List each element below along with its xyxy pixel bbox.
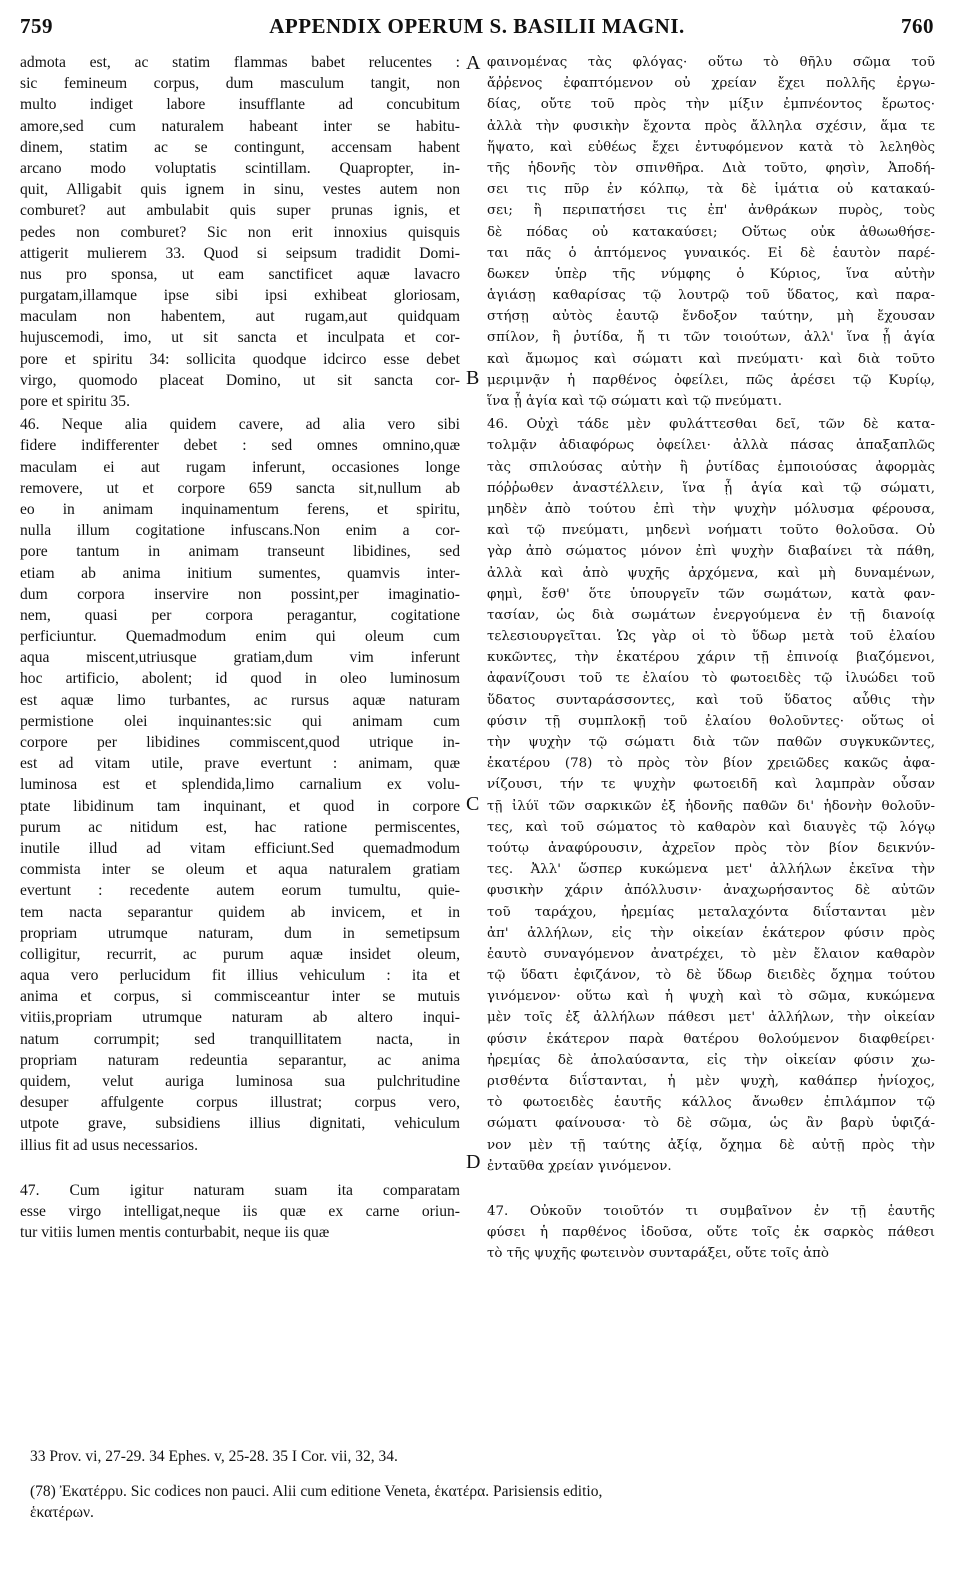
greek-text-line: μεριμνᾷν ἡ παρθένος ὀφείλει, πῶς ἀρέσει τῷ Κυρίῳ,	[487, 372, 935, 388]
latin-text-line: 47. Cum igitur naturam suam ita comparatam	[20, 1181, 460, 1199]
greek-text-line: ται πᾶς ὁ ἁπτόμενος γυναικός. Εἰ δὲ ἑαυτὸν παρέ-	[487, 245, 935, 261]
latin-text-line: purgatam,illamque ipse sibi ipsi exhibeat gloriosam,	[20, 287, 460, 305]
latin-text-line: illius fit ad usus necessarios.	[20, 1136, 199, 1154]
latin-text-line: permistione olei inquinantes:sic qui animam cum	[20, 712, 460, 730]
greek-text-line: φύσιν ἑκάτερον παρὰ θατέρου θολούμενον διαφθείρει·	[487, 1031, 935, 1047]
greek-text-line: κυκῶντες, τὴν ἑκατέρου χάριν τῇ ἐπινοίᾳ βιαζόμενοι,	[487, 650, 935, 666]
greek-text-line: ἵνα ᾖ ἁγία καὶ τῷ σώματι καὶ τῷ πνεύματι.	[487, 394, 782, 409]
latin-text-line: virgo, quomodo placeat Domino, ut sit sancta cor-	[20, 371, 460, 389]
latin-text-line: comburet? aut ambulabit quis super prunas ignis, et	[20, 202, 460, 220]
greek-text-line: τὸ φωτοειδὲς ἑαυτῆς κάλλος ἄνωθεν ἐπιλάμπον τῷ	[487, 1095, 935, 1111]
greek-text-line: τούτῳ ἀναφύρουσιν, ἀχρεῖον πρὸς τὸν βίον δεικνύν-	[487, 840, 935, 856]
greek-text-line: μηδὲν ἀπὸ τούτου ἐπὶ τὴν ψυχὴν μόλυσμα φέρουσα,	[487, 501, 935, 517]
latin-text-line: dinem, statim ac se contingunt, accensam habent	[20, 138, 460, 156]
right-page-number: 760	[901, 14, 934, 38]
footnotes	[30, 1446, 930, 1523]
latin-text-line: colligitur, recurrit, ac purum aquæ insidet oleum,	[20, 945, 460, 963]
latin-text-line: quit, Alligabit quis ignem in sinu, vestes autem non	[20, 181, 460, 199]
latin-text-line: luminosa est et splendida,limo carnalium ex volu-	[20, 776, 460, 794]
latin-text-line: admota est, ac statim flammas babet relucentes :	[20, 54, 460, 71]
greek-text-line: φημὶ, ἔσθ' ὅτε ὑπουργεῖν τῶν σωμάτων, κατὰ φαν-	[487, 586, 935, 602]
latin-text-line: est aquæ limo turbantes, ac rursus aquæ naturam	[20, 691, 460, 709]
latin-text-line: pore et spiritu 35.	[20, 393, 131, 410]
latin-text-line: evertunt : recedente autem eorum tumultu, quie-	[20, 882, 460, 900]
greek-text-line: τὸ τῆς ψυχῆς φωτεινὸν συνταράξει, οὔτε τοῖς ἀπὸ	[487, 1246, 829, 1262]
latin-text-line: desuper affulgente corpus illustrat; corpus vero,	[20, 1094, 460, 1112]
latin-text-line: natum corrumpit; sed tranquillitatem nacta, in	[20, 1030, 460, 1048]
scripture-references: 33 Prov. vi, 27-29. 34 Ephes. v, 25-28. 35 I Cor. vii, 32, 34.	[30, 1448, 398, 1465]
latin-text-line: nem, quasi per corpora peragantur, cogitatione	[20, 606, 460, 624]
greek-text-line: φύσιν τῇ συμπλοκῇ τοῦ ἐλαίου θολοῦντες· οὕτως οἱ	[487, 713, 935, 729]
greek-text-line: καὶ τῷ πνεύματι, μηδενὶ νοήματι τοῦτο θολοῦσα. Οὐ	[487, 523, 935, 539]
greek-text-line: τασίαν, ὡς διὰ σωμάτων ἐνεργούμενα ἐν τῇ διανοίᾳ	[487, 607, 935, 623]
greek-text-line: ὕδατος συνταράσσοντες, καὶ τοῦ ὕδατος αὖθις τὴν	[487, 692, 935, 708]
latin-text-line: etiam ab anima initium sumentes, quamvis inter-	[20, 564, 460, 582]
greek-text-line: ἀλλὰ τὴν φυσικὴν ἔχοντα πρὸς ἄλληλα σχέσιν, ἅμα τε	[487, 118, 935, 134]
greek-text-line: 46. Οὐχὶ τάδε μὲν φυλάττεσθαι δεῖ, τῶν δὲ κατα-	[487, 417, 935, 433]
latin-text-line: nus pro sponsa, ut eam sanctificet aquæ lavacro	[20, 265, 460, 283]
greek-text-line: ἀλλὰ καὶ ἀπὸ ψυχῆς ἀρχόμενα, καὶ μὴ δυναμένων,	[487, 565, 935, 581]
greek-text-line: τοῦ ταράχου, ἠρεμίας μεταλαχόντα διΐστανται μὲν	[487, 904, 935, 920]
latin-text-line: perficiuntur. Quemadmodum enim qui oleum cum	[20, 628, 460, 646]
greek-text-line: φυσικὴν χάριν ἀπόλλυσιν· ἀναχωρήσαντος δὲ αὐτῶν	[487, 883, 935, 899]
greek-text-line: ἑκατέρου (78) τὸ πρὸς τὸν βίον χρειῶδες κακῶς ἀφα-	[487, 756, 935, 772]
margin-letter-d: D	[466, 1151, 481, 1173]
latin-text-line: corpore per libidines commiscent,quod utrique in-	[20, 734, 460, 751]
latin-text-line: hoc artificio, abolent; id quod in oleo luminosum	[20, 670, 460, 688]
greek-text-line: νον μὲν τῇ ταύτης ἀξίᾳ, ὄχημα δὲ αὐτῇ πρὸς τὴν	[487, 1137, 935, 1153]
latin-column	[20, 52, 460, 1243]
greek-text-line: ἑαυτὸ συναγόμενον ἀνατρέχει, τὸ μὲν ἔλαιον καθαρὸν	[487, 946, 935, 962]
greek-text-line: μὲν τοῖς ἐξ ἀλλήλων πάθεσι μετ' ἀλλήλων, τὴν οἰκείαν	[487, 1010, 935, 1026]
latin-text-line: aqua vero perlucidum fit illius vehiculum : ita et	[20, 967, 460, 985]
latin-text-line: amore,sed cum naturalem habeant inter se habitu-	[20, 117, 460, 135]
latin-text-line: esse virgo intelligat,neque iis quæ ex carne oriun-	[20, 1202, 460, 1220]
greek-text-line: ἠρεμίας δὲ ἀπολαύσαντα, εἰς τὴν οἰκείαν φύσιν χω-	[487, 1052, 935, 1068]
latin-text-line: pedes non comburet? Sic non erit innoxius quisquis	[20, 223, 460, 241]
latin-text-line: maculam ei aut rugam inferunt, occasiones longe	[20, 458, 460, 476]
greek-text-line: γινόμενον· οὕτω καὶ ἡ ψυχὴ καὶ τὸ σῶμα, κυκώμενα	[487, 989, 935, 1005]
footnote-78-line-1: (78) Ἐκατέρρυ. Sic codices non pauci. Alii cum editione Veneta, ἑκατέρα. Parisiensis editio,	[30, 1483, 603, 1500]
running-title: APPENDIX OPERUM S. BASILII MAGNI.	[269, 14, 685, 38]
greek-text-line: ἐνταῦθα χρείαν γινόμενον.	[487, 1158, 672, 1174]
greek-text-line: 47. Οὐκοῦν τοιοῦτόν τι συμβαῖνον ἐν τῇ ἑαυτῆς	[487, 1203, 935, 1219]
latin-text-line: removere, ut et corpore 659 sancta sit,nullum ab	[20, 479, 460, 497]
latin-text-line: pore tantum in animam transeunt libidines, sed	[20, 543, 460, 561]
greek-text-line: σπίλον, ἢ ῥυτίδα, ἤ τι τῶν τοιούτων, ἀλλ' ἵνα ᾖ ἁγία	[487, 330, 935, 346]
greek-text-line: τῆς ἡδονῆς τὸν σπινθῆρα. Διὰ τοῦτο, φησὶν, Ἀποδή-	[487, 160, 935, 176]
latin-text-line: maculam non habentem, aut rugam,aut quidquam	[20, 308, 460, 326]
greek-text-line: τες, καὶ τοῦ σώματος τὸ καθαρὸν καὶ διαυγὲς τῷ λόγῳ	[487, 819, 935, 835]
latin-text-line: vitiis,propriam utrumque naturam ab altero inqui-	[20, 1009, 460, 1027]
greek-text-line: δὲ πόδας οὐ κατακαύσει; Οὕτως οὐκ ἀθωωθήσε-	[487, 224, 935, 240]
greek-column	[487, 52, 935, 1265]
greek-text-line: ἀπ' ἀλλήλων, εἰς τὴν οἰκείαν ἑκάτερον φύσιν πρὸς	[487, 925, 935, 941]
greek-text-line: σώματι φαίνουσα· τὸ δὲ σῶμα, ὡς ἂν βαρὺ ὑφιζά-	[487, 1116, 935, 1132]
latin-text-line: utpote grave, subsidiens illius dignitati, vehiculum	[20, 1115, 460, 1133]
greek-text-line: φύσει ἡ παρθένος ἰδοῦσα, οὔτε τοῖς ἐκ σαρκὸς πάθεσι	[487, 1225, 935, 1241]
latin-text-line: tur vitiis lumen mentis conturbabit, neque iis quæ	[20, 1224, 330, 1242]
greek-text-line: στήσῃ αὐτὸς ἑαυτῷ ἔνδοξον ταύτην, μὴ ἔχουσαν	[487, 309, 935, 325]
latin-text-line: sic femineum corpus, dum masculum tangit, non	[20, 75, 460, 93]
greek-text-line: τες. Ἀλλ' ὥσπερ κυκώμενα μετ' ἀλλήλων ἐκεῖνα τὴν	[487, 862, 935, 878]
margin-letter-c: C	[466, 793, 480, 815]
latin-text-line: anima et corpus, si commisceantur inter se mutuis	[20, 988, 460, 1006]
left-page-number: 759	[20, 14, 53, 38]
latin-text-line: nulla illum cogitatione infuscans.Non enim a cor-	[20, 522, 460, 540]
greek-text-line: τὰς σπιλούσας αὐτὴν ἢ ῥυτίδας ἐμποιούσας ἀφορμὰς	[487, 459, 935, 475]
greek-text-line: ἥψατο, καὶ εὐθέως ἔχει ἐντυφόμενον κατὰ τὸ λεληθὸς	[487, 139, 935, 155]
latin-text-line: multo indiget labore insufflante ad concubitum	[20, 96, 460, 114]
greek-text-line: πόῤῥωθεν ἀναστέλλειν, ἵνα ᾖ ἁγία καὶ τῷ σώματι,	[487, 480, 935, 496]
latin-text-line: eo in animam inquinamentum ferens, et spiritu,	[20, 500, 460, 518]
latin-text-line: ptate libidinum tam inquinant, et quod in corpore	[20, 797, 460, 815]
greek-text-line: γὰρ ἀπὸ σώματος μόνον ἐπὶ ψυχὴν διαβαίνει τὰ πάθη,	[487, 544, 935, 560]
latin-text-line: dum corpora inservire non possint,per imaginatio-	[20, 585, 460, 603]
greek-text-line: ἄῤῥενος ἐφαπτόμενον οὐ χρείαν ἔχει πολλῆς ἐργω-	[487, 76, 935, 92]
latin-text-line: commista inter se oleum et aqua naturalem gratiam	[20, 861, 460, 879]
latin-text-line: propriam naturam redeuntia separantur, ac anima	[20, 1051, 460, 1069]
greek-text-line: ἀφανίζουσι τοῦ τε ἐλαίου τὸ φωτοειδὲς τῷ ἰλυώδει τοῦ	[487, 671, 935, 687]
greek-text-line: φαινομένας τὰς φλόγας· οὕτω τὸ θῆλυ σῶμα τοῦ	[487, 55, 935, 70]
latin-text-line: propriam utrumque naturam, dum in semetipsum	[20, 924, 460, 942]
latin-text-line: purum ac nitidum est, hac ratione permiscentes,	[20, 818, 460, 836]
greek-text-line: ἁγιάσῃ καθαρίσας τῷ λουτρῷ τοῦ ὕδατος, καὶ παρα-	[487, 288, 935, 304]
margin-letter-a: A	[466, 52, 481, 74]
latin-text-line: pore et spiritu 34: sollicita quodque idcirco esse debet	[20, 350, 460, 368]
greek-text-line: τὴν ψυχὴν τῷ σώματι διὰ τῶν παθῶν συγκυκῶντες,	[487, 735, 935, 750]
latin-text-line: attigerit mulierem 33. Quod si seipsum tradidit Domi-	[20, 244, 460, 262]
margin-letter-b: B	[466, 367, 480, 389]
greek-text-line: τελεσιουργεῖται. Ὡς γὰρ οἱ τὸ ὕδωρ μετὰ τοῦ ἐλαίου	[487, 629, 935, 645]
latin-text-line: tem nacta separantur quidem ab invicem, et in	[20, 903, 460, 921]
greek-text-line: τῷ ὕδατι ἐφιζάνον, τὸ δὲ ὕδωρ διειδὲς ὄχημα τούτου	[487, 968, 935, 984]
greek-text-line: τῇ ἰλύϊ τῶν σαρκικῶν ἐξ ἡδονῆς παθῶν δι' ἡδονὴν θολοῦν-	[487, 798, 935, 814]
latin-text-line: est ad vitam utile, prave evertunt : animam, quæ	[20, 755, 460, 773]
page-header	[20, 14, 934, 44]
latin-text-line: 46. Neque alia quidem cavere, ad alia vero sibi	[20, 416, 460, 434]
latin-text-line: inutile illud ad vitam efficiunt.Sed quemadmodum	[20, 839, 460, 857]
latin-text-line: hujuscemodi, imo, ut sit sancta et inculpata et cor-	[20, 329, 460, 347]
greek-text-line: τολμᾷν ἀδιαφόρως ὀφείλει· ἀλλὰ πάσας ἁπαξαπλῶς	[487, 438, 935, 454]
greek-text-line: δωκεν ὑπὲρ τῆς νύμφης ὁ Κύριος, ἵνα αὐτὴν	[487, 266, 935, 282]
greek-text-line: καὶ ἄμωμος καὶ σώματι καὶ πνεύματι· καὶ διὰ τοῦτο	[487, 351, 935, 367]
greek-text-line: νίζουσι, τήν τε ψυχὴν φωτοειδῆ καὶ λαμπρὰν οὖσαν	[487, 777, 935, 793]
greek-text-line: δίας, οὔτε τοῦ πρὸς τὴν μίξιν ἐμπνέοντος ἔρωτος·	[487, 97, 935, 113]
latin-text-line: quidem, velut auriga luminosa sua pulchritudine	[20, 1073, 460, 1090]
greek-text-line: σει; ἢ περιπατήσει τις ἐπ' ἀνθράκων πυρὸς, τοὺς	[487, 203, 935, 219]
greek-text-line: σει τις πῦρ ἐν κόλπῳ, τὰ δὲ ἱμάτια οὐ κατακαύ-	[487, 182, 935, 198]
latin-text-line: fidere indifferenter debet : sed omnes omnino,quæ	[20, 437, 460, 455]
greek-text-line: ρισθέντα διΐστανται, ἡ μὲν ψυχὴ, καθάπερ ἡνίοχος,	[487, 1074, 935, 1089]
footnote-78-line-2: ἑκατέρων.	[30, 1504, 94, 1521]
latin-text-line: aqua miscent,utriusque gratiam,dum vim inferunt	[20, 649, 460, 667]
latin-text-line: arcano modo voluptatis scintillam. Quapropter, in-	[20, 159, 460, 177]
